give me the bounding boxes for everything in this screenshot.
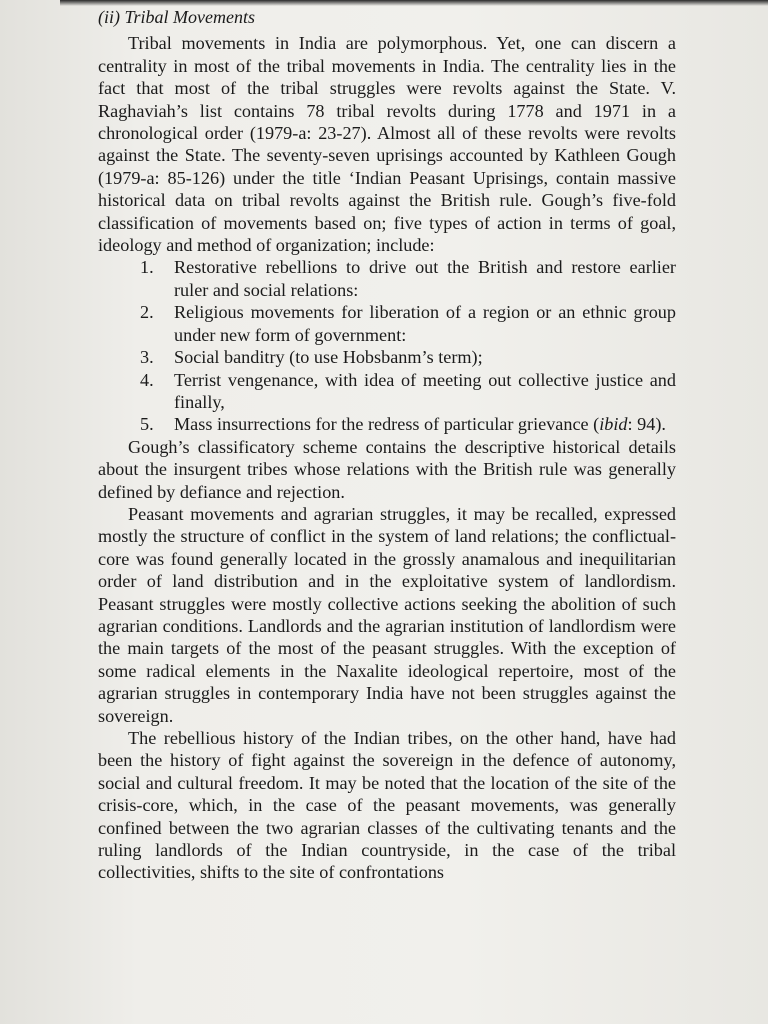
list-item — [140, 413, 676, 435]
reference-ibid: ibid — [599, 414, 628, 435]
list-item-text: Restorative rebellions to drive out the British and restore earlier ruler and social relations: — [174, 257, 676, 300]
paragraph-2: Gough’s classificatory scheme contains the descriptive historical details about the insurgent tribes whose relations with the British rule was generally defined by defiance and rejection. — [98, 436, 676, 502]
reference-open: ( — [593, 414, 600, 435]
list-item-text: Religious movements for liberation of a region or an ethnic group under new form of government: — [174, 302, 676, 345]
list-item-text: Mass insurrections for the redress of particular grievance — [174, 414, 589, 435]
list-item-number: 1. — [140, 257, 154, 278]
paragraph-1: Tribal movements in India are polymorphous. Yet, one can discern a centrality in most of the tribal movements in India. The centrality lies in the fact that most of the tribal struggles were revolts against the State. V. Raghaviah’s list contains 78 tribal revolts during 1778 and 1971 in a chronological order (1979-a: 23-27). Almost all of these revolts were revolts against the State. The seventy-seven uprisings accounted by Kathleen Gough (1979-a: 85-126) under the title ‘Indian Peasant Uprisings, contain massive historical data on tribal revolts against the British rule. Gough’s five-fold classification of movements based on; five types of action in terms of goal, ideology and method of organization; include: — [98, 33, 676, 256]
list-item — [140, 346, 676, 368]
paragraph-3: Peasant movements and agrarian struggles, it may be recalled, expressed mostly the structure of conflict in the system of land relations; the conflictual-core was found generally located in the grossly anamalous and inequilitarian order of land distribution and in the exploitative system of landlordism. Peasant struggles were mostly collective actions seeking the abolition of such agrarian conditions. Landlords and the agrarian institution of landlordism were the main targets of the most of the peasant struggles. With the exception of some radical elements in the Naxalite ideological repertoire, most of the agrarian struggles in contemporary India have not been struggles against the sovereign. — [98, 503, 676, 726]
list-item-number: 2. — [140, 302, 154, 323]
section-heading: (ii) Tribal Movements — [98, 7, 255, 27]
list-item-text: Terrist vengenance, with idea of meeting out collective justice and finally, — [174, 369, 676, 412]
list-item — [140, 256, 676, 301]
list-item-number: 3. — [140, 347, 154, 368]
paragraph-4: The rebellious history of the Indian tribes, on the other hand, have had been the history of fight against the sovereign in the defence of autonomy, social and cultural freedom. It may be noted that the location of the site of the crisis-core, which, in the case of the peasant movements, was generally confined between the two agrarian classes of the cultivating tenants and the ruling landlords of the Indian countryside, in the case of the tribal collectivities, shifts to the site of confrontations — [98, 728, 676, 883]
reference-close: : 94). — [627, 414, 666, 435]
list-item-reference — [593, 414, 666, 434]
list-item — [140, 369, 676, 414]
list-item — [140, 301, 676, 346]
list-item-number: 5. — [140, 414, 154, 435]
classification-list — [98, 256, 676, 435]
list-item-text: Social banditry (to use Hobsbanm’s term); — [174, 347, 483, 368]
page-content — [98, 6, 676, 884]
list-item-number: 4. — [140, 369, 154, 390]
